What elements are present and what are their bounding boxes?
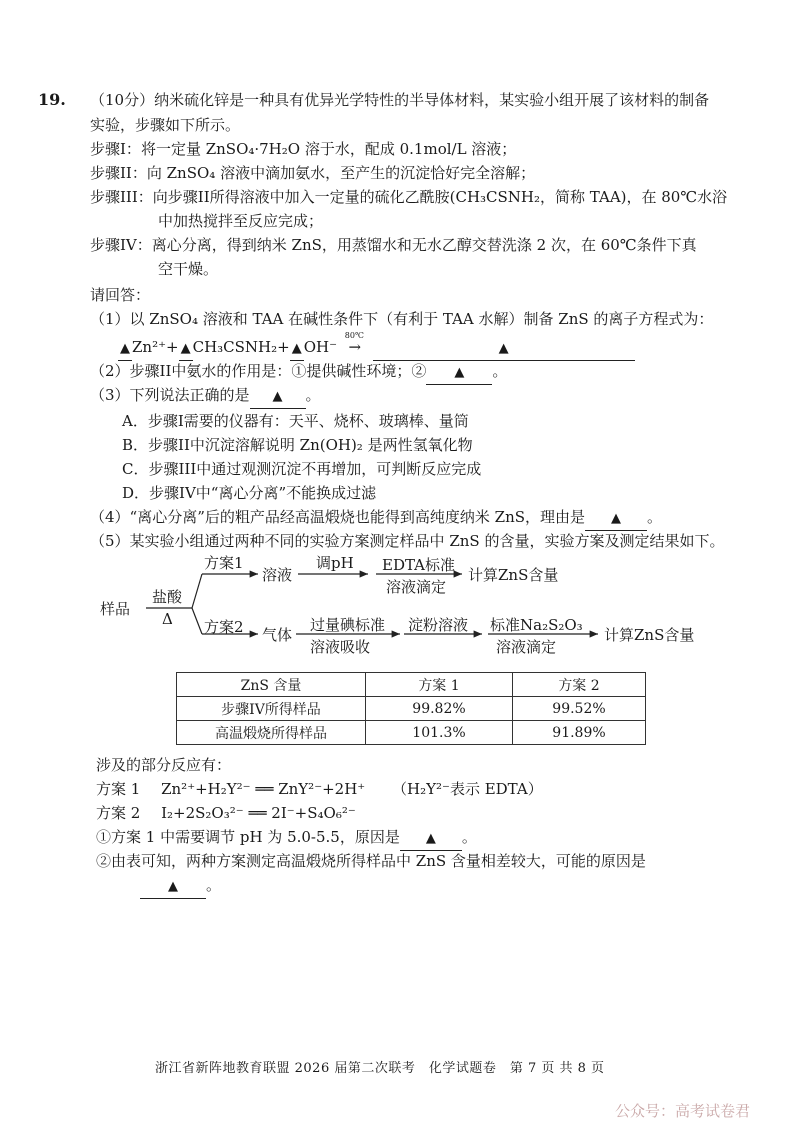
sub1-text: ①方案 1 中需要调节 pH 为 5.0-5.5，原因是 xyxy=(96,828,400,846)
table-row xyxy=(177,697,646,721)
eq-zn: Zn²⁺+ xyxy=(132,338,179,356)
blank-mark: ▲ xyxy=(272,389,283,404)
sub2-blank[interactable] xyxy=(140,874,206,899)
q1-product-blank[interactable] xyxy=(373,336,635,361)
q4-text: （4）“离心分离”后的粗产品经高温煅烧也能得到高纯度纳米 ZnS，理由是 xyxy=(90,508,586,526)
step-3 xyxy=(90,186,727,208)
flow-iodine-bottom: 溶液吸收 xyxy=(310,638,371,656)
sub1-blank[interactable] xyxy=(400,826,462,851)
blank-mark: ▲ xyxy=(291,341,302,356)
blank-mark: ▲ xyxy=(611,511,622,526)
sub-question-2: ②由表可知，两种方案测定高温煅烧所得样品中 ZnS 含量相差较大，可能的原因是 xyxy=(96,852,646,870)
q3-blank[interactable] xyxy=(250,384,306,409)
blank-mark: ▲ xyxy=(180,341,191,356)
experiment-flow-diagram xyxy=(100,548,740,658)
table-cell: 99.52% xyxy=(513,697,646,721)
step-label: 步骤II： xyxy=(90,164,147,182)
flow-na2s2o3-top: 标准Na₂S₂O₃ xyxy=(490,616,583,634)
flow-heat: Δ xyxy=(162,610,173,628)
q2-blank[interactable] xyxy=(426,360,492,385)
flow-solution: 溶液 xyxy=(262,566,293,584)
q2 xyxy=(90,360,507,385)
answer-prompt: 请回答： xyxy=(90,286,151,304)
q1-coef-blank-3[interactable] xyxy=(290,336,304,361)
table-row xyxy=(177,721,646,745)
reaction-arrow: → xyxy=(348,338,362,356)
q3-option-c[interactable]: C．步骤III中通过观测沉淀不再增加，可判断反应完成 xyxy=(122,460,482,478)
q3-option-b[interactable]: B．步骤II中沉淀溶解说明 Zn(OH)₂ 是两性氢氧化物 xyxy=(122,436,473,454)
page-footer: 浙江省新阵地教育联盟 2026 届第二次联考 化学试题卷 第 7 页 共 8 页 xyxy=(155,1061,605,1076)
q4 xyxy=(90,506,662,531)
blank-mark: ▲ xyxy=(168,879,178,894)
eq-taa: CH₃CSNH₂+ xyxy=(192,338,290,356)
sub-question-2-answer xyxy=(140,874,221,899)
blank-mark: ▲ xyxy=(454,365,465,380)
flow-sample: 样品 xyxy=(100,600,131,618)
table-cell: 101.3% xyxy=(366,721,513,745)
step-1 xyxy=(90,138,516,160)
sub-question-1 xyxy=(96,826,477,851)
step-label: 步骤III： xyxy=(90,188,153,206)
q1-equation xyxy=(118,331,635,361)
table-header: ZnS 含量 xyxy=(177,673,366,697)
step-4-continued: 空干燥。 xyxy=(158,260,219,278)
reaction-plan2 xyxy=(96,802,356,824)
q1-coef-blank-2[interactable] xyxy=(179,336,193,361)
reaction-plan1-label: 方案 1 xyxy=(96,780,141,798)
table-cell: 91.89% xyxy=(513,721,646,745)
step-label: 步骤IV： xyxy=(90,236,152,254)
step-2 xyxy=(90,162,535,184)
flow-calc2: 计算ZnS含量 xyxy=(604,626,695,644)
flow-edta-top: EDTA标准 xyxy=(382,556,455,574)
q5-text: （5）某实验小组通过两种不同的实验方案测定样品中 ZnS 的含量，实验方案及测定结果如下。 xyxy=(90,532,725,550)
step-text: 离心分离，得到纳米 ZnS，用蒸馏水和无水乙醇交替洗涤 2 次，在 60℃条件下真 xyxy=(151,236,697,254)
reaction-plan1-equation: Zn²⁺+H₂Y²⁻ ══ ZnY²⁻+2H⁺ xyxy=(161,780,366,798)
flow-iodine-top: 过量碘标准 xyxy=(310,616,386,634)
flow-gas: 气体 xyxy=(262,626,293,644)
table-cell: 99.82% xyxy=(366,697,513,721)
blank-mark: ▲ xyxy=(498,341,509,356)
blank-mark: ▲ xyxy=(120,341,130,356)
eq-oh: OH⁻ xyxy=(303,338,338,356)
branch-up xyxy=(192,574,202,608)
question-intro-line2: 实验，步骤如下所示。 xyxy=(90,116,241,134)
table-header: 方案 2 xyxy=(513,673,646,697)
table-cell: 高温煅烧所得样品 xyxy=(177,721,366,745)
step-text: 向步骤II所得溶液中加入一定量的硫化乙酰胺(CH₃CSNH₂，简称 TAA)，在 80℃水浴 xyxy=(152,188,728,206)
step-label: 步骤I： xyxy=(90,140,141,158)
table-header: 方案 1 xyxy=(366,673,513,697)
q4-end: 。 xyxy=(647,508,663,526)
results-table xyxy=(176,672,646,745)
reaction-plan1-note: （H₂Y²⁻表示 EDTA） xyxy=(392,780,543,798)
q1-text: （1）以 ZnSO₄ 溶液和 TAA 在碱性条件下（有利于 TAA 水解）制备 ZnS 的离子方程式为： xyxy=(90,310,714,328)
flow-calc1: 计算ZnS含量 xyxy=(468,566,559,584)
step-text: 向 ZnSO₄ 溶液中滴加氨水，至产生的沉淀恰好完全溶解； xyxy=(146,164,536,182)
flow-starch: 淀粉溶液 xyxy=(408,616,469,634)
watermark: 公众号：高考试卷君 xyxy=(615,1102,751,1120)
q1-coef-blank-1[interactable] xyxy=(118,336,132,361)
sub1-end: 。 xyxy=(461,828,477,846)
step-4 xyxy=(90,234,697,256)
reaction-plan1 xyxy=(96,778,543,800)
step-3-continued: 中加热搅拌至反应完成； xyxy=(158,212,324,230)
table-cell: 步骤IV所得样品 xyxy=(177,697,366,721)
flow-acid: 盐酸 xyxy=(152,588,183,606)
question-number: 19. xyxy=(38,90,66,109)
step-text: 将一定量 ZnSO₄·7H₂O 溶于水，配成 0.1mol/L 溶液； xyxy=(140,140,517,158)
reaction-plan2-label: 方案 2 xyxy=(96,804,141,822)
flow-adjust-ph: 调pH xyxy=(316,554,354,572)
flow-plan2: 方案2 xyxy=(204,618,244,636)
reaction-condition: 80℃ xyxy=(344,331,364,340)
flow-edta-bottom: 溶液滴定 xyxy=(386,578,447,596)
question-intro-line1: （10分）纳米硫化锌是一种具有优异光学特性的半导体材料，某实验小组开展了该材料的制备 xyxy=(90,91,710,109)
sub2-end: 。 xyxy=(206,876,222,894)
q3-option-a[interactable]: A．步骤I需要的仪器有：天平、烧杯、玻璃棒、量筒 xyxy=(122,412,469,430)
q3 xyxy=(90,384,321,409)
q3-text: （3）下列说法正确的是 xyxy=(90,386,250,404)
q4-blank[interactable] xyxy=(585,506,647,531)
flow-plan1: 方案1 xyxy=(204,554,244,572)
q3-end: 。 xyxy=(305,386,321,404)
q2-text: （2）步骤II中氨水的作用是：①提供碱性环境；② xyxy=(90,362,427,380)
reactions-title: 涉及的部分反应有： xyxy=(96,756,232,774)
table-header-row xyxy=(177,673,646,697)
flow-na2s2o3-bottom: 溶液滴定 xyxy=(496,638,557,656)
q3-option-d[interactable]: D．步骤IV中“离心分离”不能换成过滤 xyxy=(122,484,377,502)
branch-down xyxy=(192,608,202,634)
blank-mark: ▲ xyxy=(425,831,436,846)
reaction-plan2-equation: I₂+2S₂O₃²⁻ ══ 2I⁻+S₄O₆²⁻ xyxy=(161,804,356,822)
q2-end: 。 xyxy=(492,362,508,380)
